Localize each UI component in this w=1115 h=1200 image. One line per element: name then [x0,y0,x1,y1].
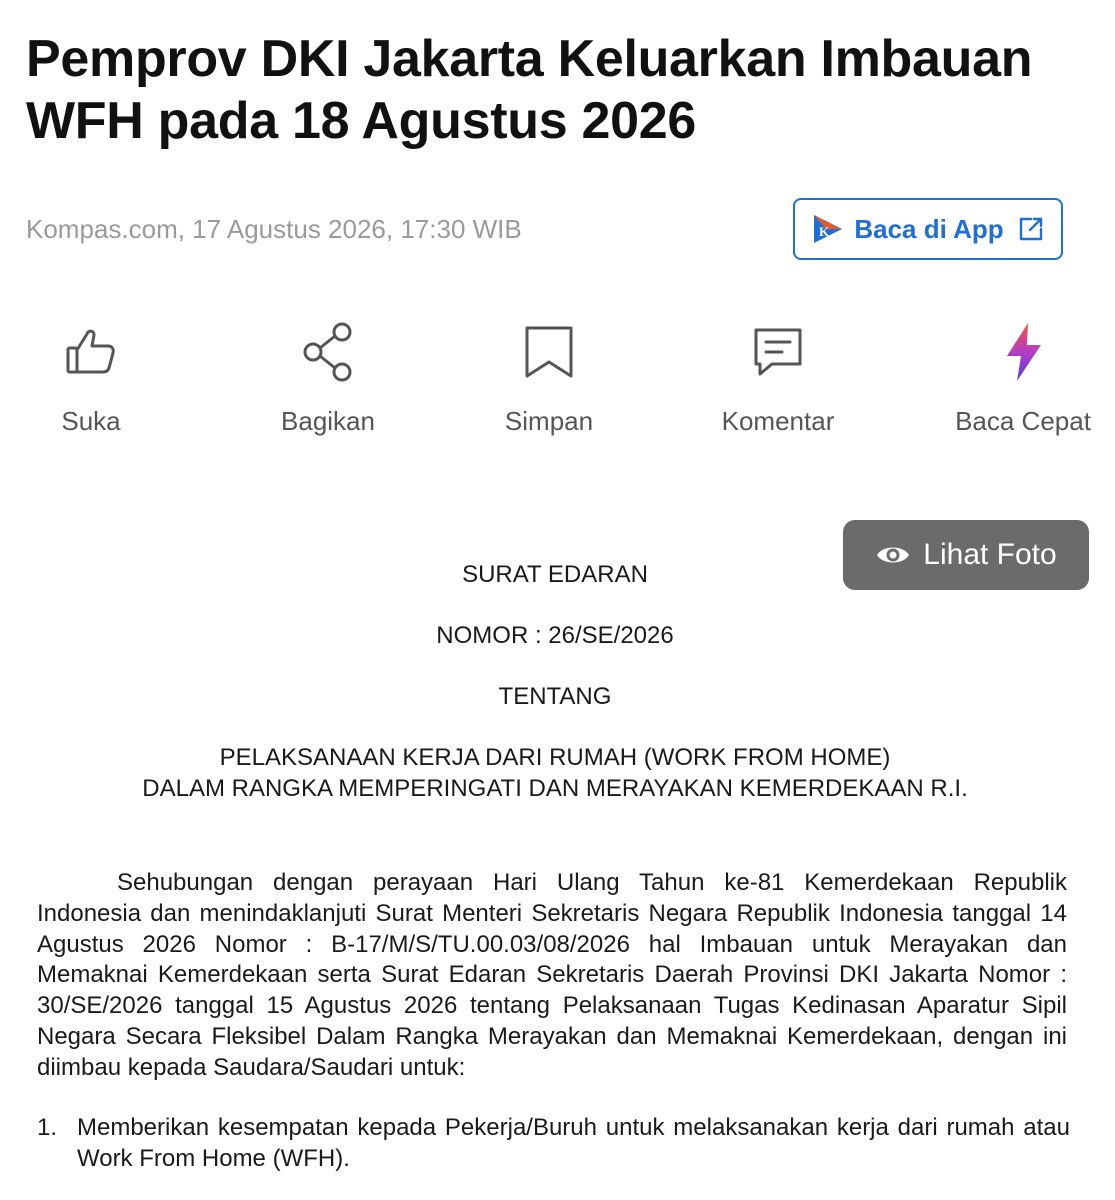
read-in-app-label: Baca di App [854,213,1004,244]
quick-read-button[interactable] [933,322,1113,437]
article-title: Pemprov DKI Jakarta Keluarkan Imbauan WFH pada 18 Agustus 2026 [26,30,1033,150]
share-button[interactable] [238,322,418,437]
like-button[interactable] [1,322,181,437]
article-action-bar [0,322,1115,442]
like-label: Suka [61,406,121,436]
comment-label: Komentar [721,406,835,436]
view-photo-label: Lihat Foto [923,538,1057,571]
document-number: NOMOR : 26/SE/2026 [436,622,674,649]
document-heading: SURAT EDARAN [462,561,648,588]
read-in-app-button[interactable] [793,198,1063,260]
external-link-icon [1018,216,1044,242]
document-about: TENTANG [498,683,612,710]
list-item-number: 1. [37,1114,58,1141]
quick-read-label: Baca Cepat [955,406,1091,436]
comment-icon [748,322,808,382]
article-meta: Kompas.com, 17 Agustus 2026, 17:30 WIB [26,214,522,244]
document-subject-line1: PELAKSANAAN KERJA DARI RUMAH (WORK FROM HOME) [219,744,891,771]
list-item [37,1112,1070,1174]
thumbs-up-icon [61,322,121,382]
svg-text:K: K [819,224,830,239]
save-label: Simpan [504,406,594,436]
share-icon [298,322,358,382]
document-image[interactable] [0,500,1115,1200]
save-button[interactable] [459,322,639,437]
share-label: Bagikan [281,406,375,436]
document-subject-line2: DALAM RANGKA MEMPERINGATI DAN MERAYAKAN KEMERDEKAAN R.I. [142,775,968,802]
list-item-text: Memberikan kesempatan kepada Pekerja/Buruh untuk melaksanakan kerja dari rumah atau Work From Home (WFH). [77,1114,1070,1172]
comment-button[interactable] [688,322,868,437]
lightning-icon [993,322,1053,382]
document-body: Sehubungan dengan perayaan Hari Ulang Tahun ke-81 Kemerdekaan Republik Indonesia dan menindaklanjuti Surat Menteri Sekretaris Negara Republik Indonesia tanggal 14 Agustus 2026 Nomor : B-17/M/S/TU.00.03/08/2026 hal Imbauan untuk Merayakan dan Memaknai Kemerdekaan serta Surat Edaran Sekretaris Daerah Provinsi DKI Jakarta Nomor : 30/SE/2026 tanggal 15 Agustus 2026 tentang Pelaksanaan Tugas Kedinasan Aparatur Sipil Negara Secara Fleksibel Dalam Rangka Merayakan dan Memaknai Kemerdekaan, dengan ini diimbau kepada Saudara/Saudari untuk: [37,869,1067,1081]
bookmark-icon [519,322,579,382]
kompas-logo-icon [812,213,844,245]
